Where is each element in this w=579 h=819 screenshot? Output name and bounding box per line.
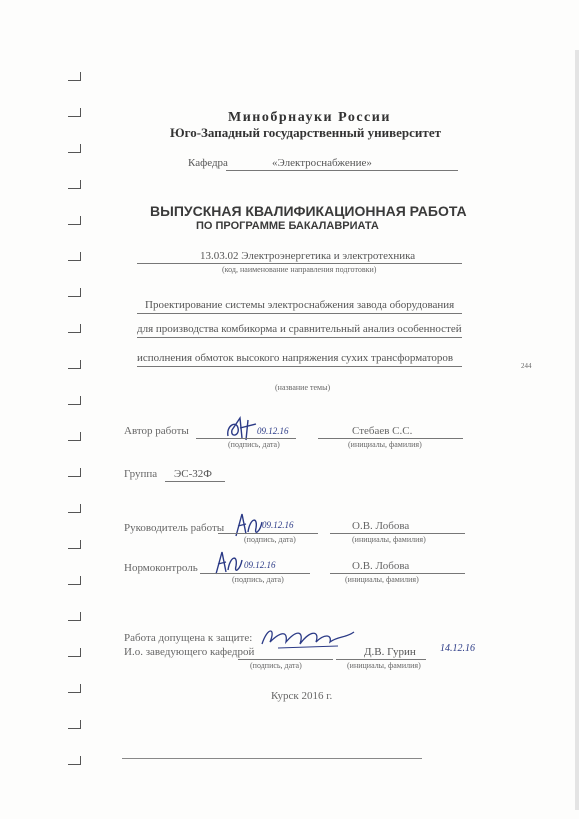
group-value: ЭС-32Ф: [174, 468, 212, 480]
binding-mark: [68, 72, 81, 81]
binding-mark: [68, 504, 81, 513]
page-edge-shadow: [575, 50, 579, 810]
supervisor-date: 09.12.16: [262, 520, 294, 530]
topic-line1: Проектирование системы электроснабжения завода оборудования: [145, 299, 455, 311]
binding-mark: [68, 540, 81, 549]
head-of-department-signature: [258, 622, 358, 652]
supervisor-name-rule: [330, 533, 465, 534]
topic-rule-3: [137, 366, 462, 367]
margin-note: 244: [521, 362, 532, 370]
university-heading: Юго-Западный государственный университет: [170, 125, 441, 140]
city-year: Курск 2016 г.: [271, 690, 333, 702]
author-name-caption: (инициалы, фамилия): [348, 440, 422, 449]
supervisor-label: Руководитель работы: [124, 522, 225, 534]
supervisor-name-caption: (инициалы, фамилия): [352, 535, 426, 544]
binding-mark: [68, 396, 81, 405]
topic-line3: исполнения обмоток высокого напряжения сухих трансформаторов: [137, 352, 454, 364]
normcontrol-sig-rule: [200, 573, 310, 574]
binding-mark: [68, 288, 81, 297]
binding-mark: [68, 432, 81, 441]
specialty-rule: [137, 263, 462, 264]
topic-caption: (название темы): [275, 383, 331, 392]
binding-mark: [68, 324, 81, 333]
admission-name-rule: [336, 659, 426, 660]
binding-mark: [68, 216, 81, 225]
author-sig-rule: [196, 438, 296, 439]
binding-mark: [68, 684, 81, 693]
author-name: Стебаев С.С.: [352, 425, 413, 437]
work-title-line1: ВЫПУСКНАЯ КВАЛИФИКАЦИОННАЯ РАБОТА: [150, 203, 467, 219]
supervisor-sig-rule: [218, 533, 318, 534]
binding-mark: [68, 468, 81, 477]
group-rule: [165, 481, 225, 482]
topic-rule-1: [137, 313, 462, 314]
specialty-value: 13.03.02 Электроэнергетика и электротехника: [200, 250, 416, 262]
department-rule: [226, 170, 458, 171]
admission-sig-caption: (подпись, дата): [250, 661, 302, 670]
binding-mark: [68, 720, 81, 729]
group-label: Группа: [124, 468, 158, 480]
bottom-rule: [122, 758, 422, 759]
department-label: Кафедра: [188, 157, 228, 169]
topic-rule-2: [137, 337, 462, 338]
work-title-line2: ПО ПРОГРАММЕ БАКАЛАВРИАТА: [196, 220, 379, 232]
binding-mark: [68, 576, 81, 585]
topic-line2: для производства комбикорма и сравнительный анализ особенностей: [137, 323, 462, 335]
binding-marks: [58, 60, 88, 810]
admission-line1: Работа допущена к защите:: [124, 632, 253, 644]
supervisor-name: О.В. Лобова: [352, 520, 410, 532]
binding-mark: [68, 360, 81, 369]
admission-name-caption: (инициалы, фамилия): [347, 661, 421, 670]
binding-mark: [68, 756, 81, 765]
supervisor-sig-caption: (подпись, дата): [244, 535, 296, 544]
author-name-rule: [318, 438, 463, 439]
admission-line2: И.о. заведующего кафедрой: [124, 646, 255, 658]
binding-mark: [68, 612, 81, 621]
admission-name: Д.В. Гурин: [364, 646, 416, 658]
binding-mark: [68, 180, 81, 189]
ministry-heading: Минобрнауки России: [228, 110, 391, 125]
author-sig-caption: (подпись, дата): [228, 440, 280, 449]
binding-mark: [68, 108, 81, 117]
author-date: 09.12.16: [257, 426, 289, 436]
author-label: Автор работы: [124, 425, 189, 437]
normcontrol-label: Нормоконтроль: [124, 562, 198, 574]
normcontrol-name-caption: (инициалы, фамилия): [345, 575, 419, 584]
normcontrol-sig-caption: (подпись, дата): [232, 575, 284, 584]
specialty-caption: (код, наименование направления подготовки): [222, 265, 377, 274]
normcontrol-name: О.В. Лобова: [352, 560, 410, 572]
normcontrol-date: 09.12.16: [244, 560, 276, 570]
binding-mark: [68, 648, 81, 657]
normcontrol-name-rule: [330, 573, 465, 574]
admission-date: 14.12.16: [440, 643, 475, 654]
binding-mark: [68, 252, 81, 261]
department-value: «Электроснабжение»: [272, 157, 372, 169]
admission-sig-rule: [238, 659, 333, 660]
binding-mark: [68, 144, 81, 153]
